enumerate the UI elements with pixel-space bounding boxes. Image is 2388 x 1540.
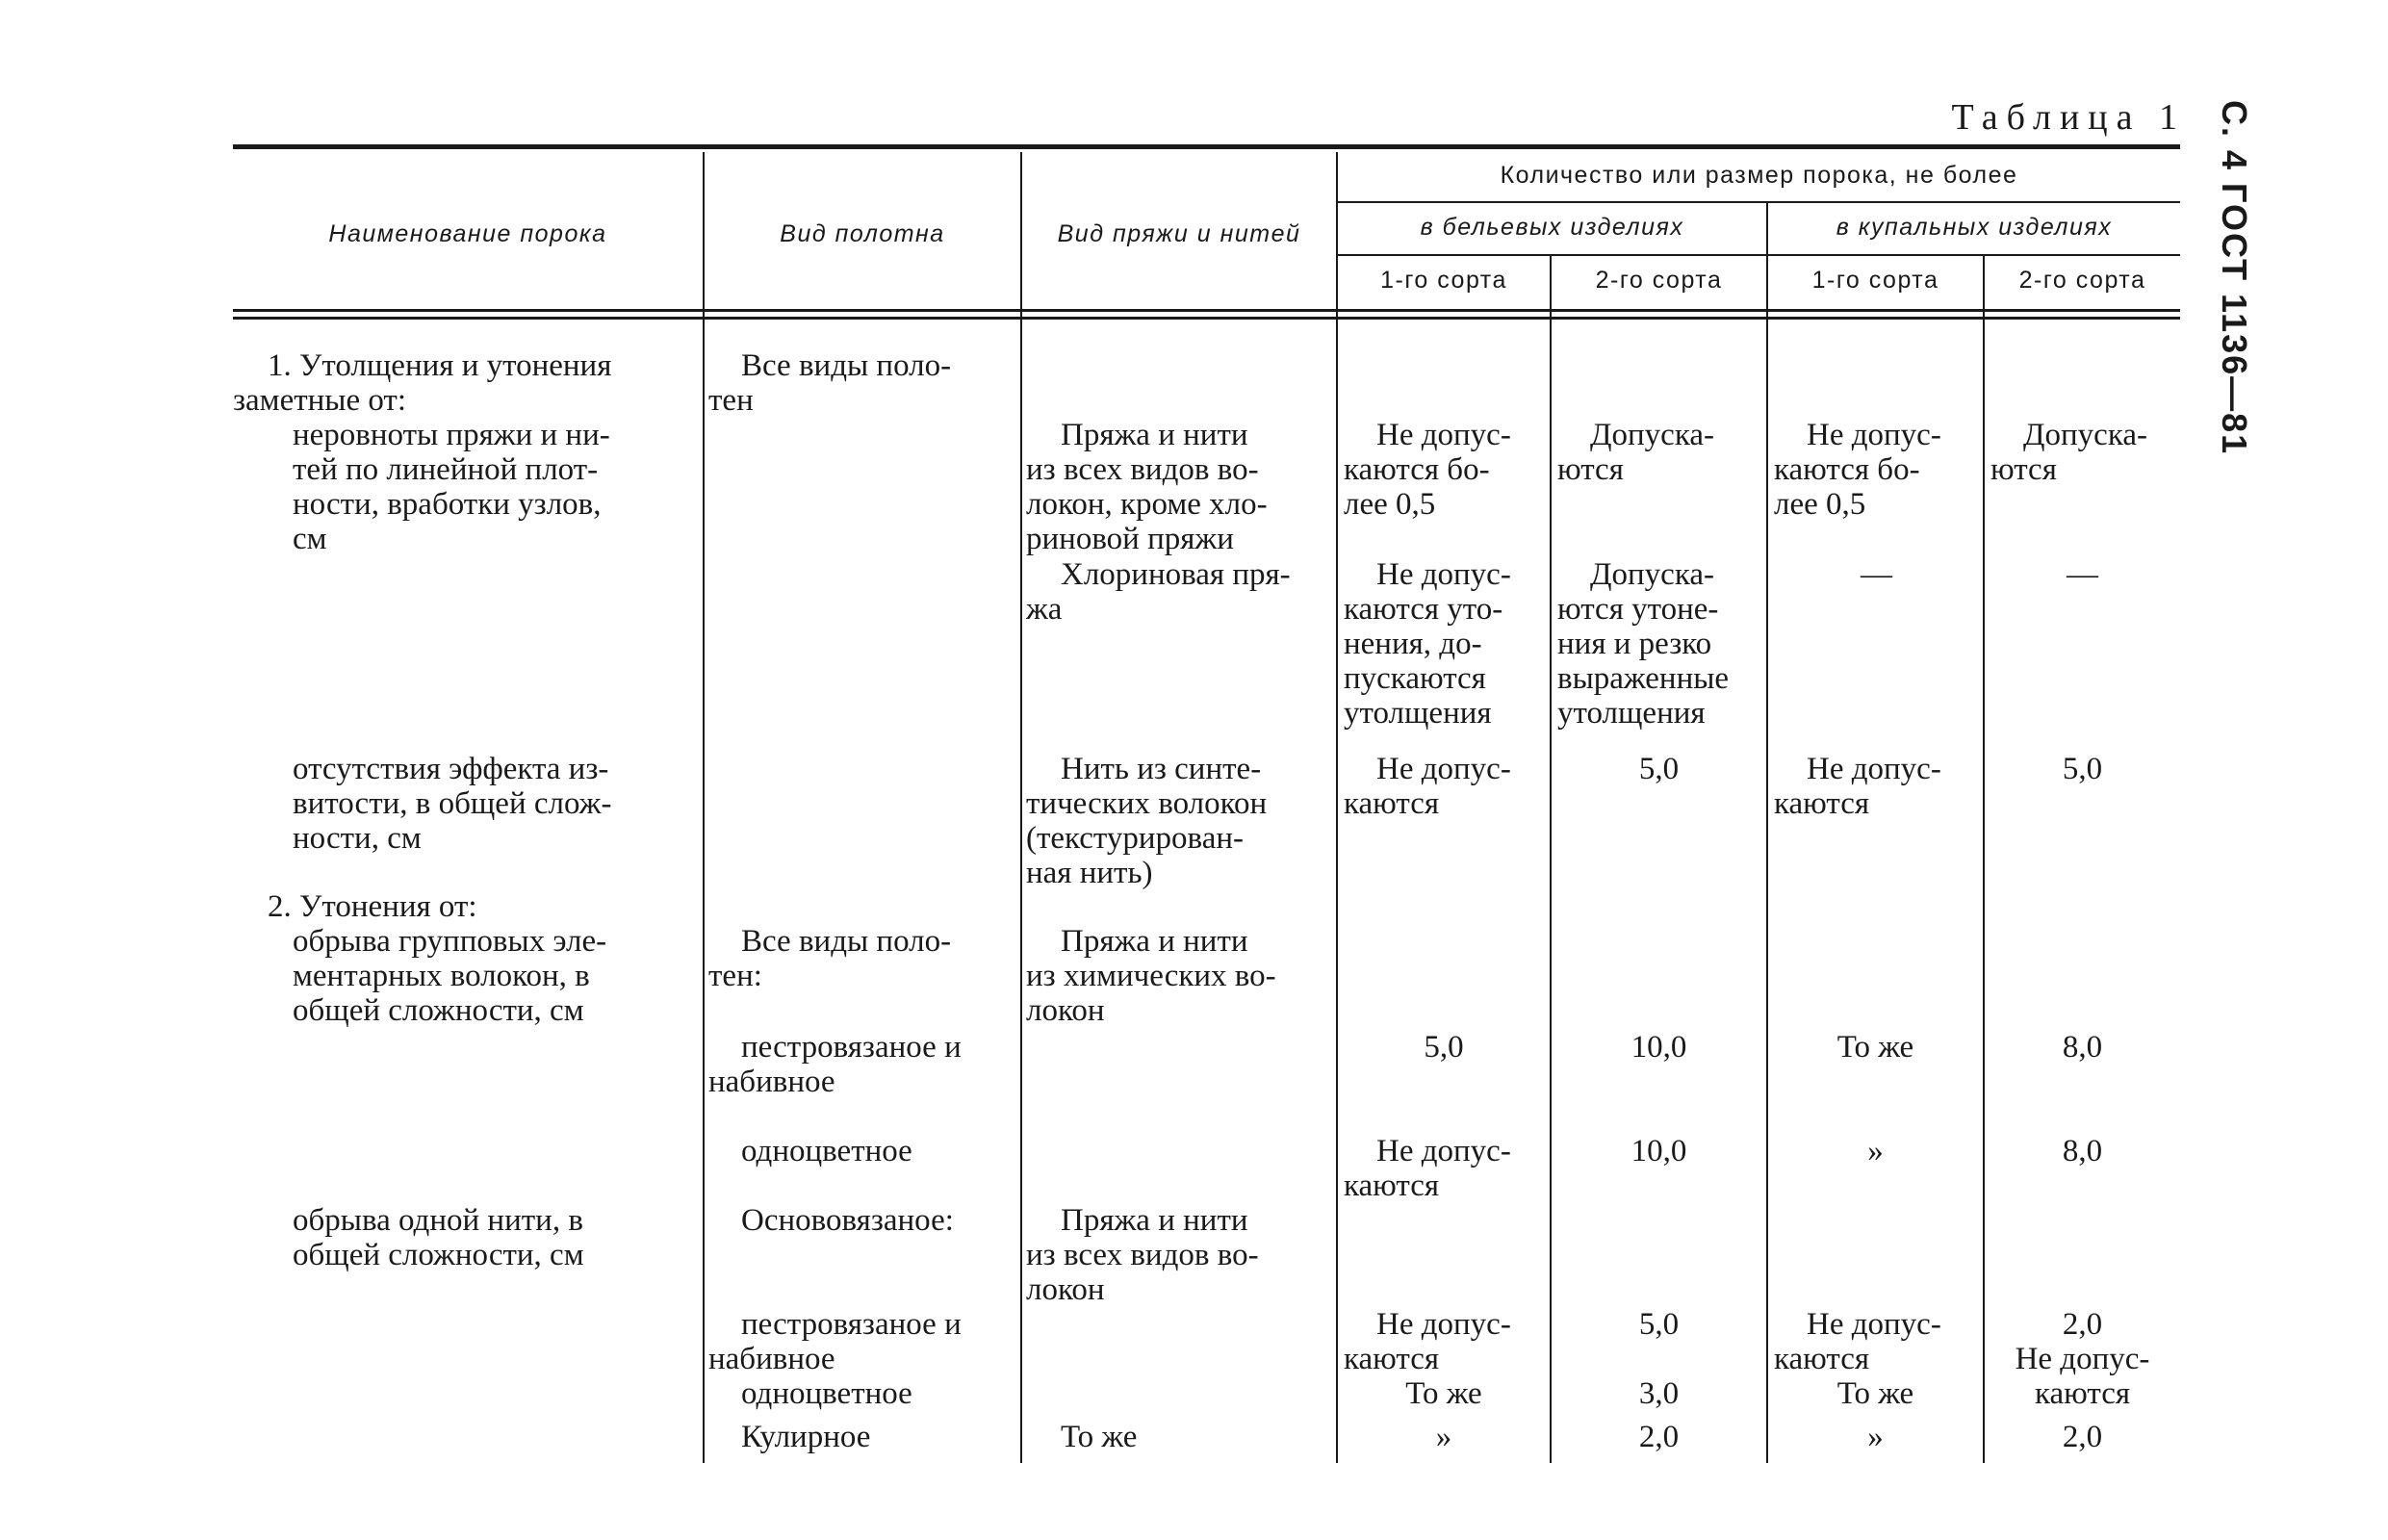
col-line-4 [1550,256,1552,1463]
row2a-defect-name: обрыва групповых эле- ментарных волокон, в общей сложности, см [293,924,607,1028]
row1a-swimwear-grade-1: Не допус- каются бо- лее 0,5 [1774,418,1941,522]
row2a2-swimwear-grade-2: 8,0 [2062,1134,2103,1168]
header-bottom-rule-2 [233,317,2180,320]
row2a-yarn: Пряжа и нити из химических во- локон [1026,924,1276,1028]
row2b2-underwear-grade-1: То же [1405,1376,1482,1411]
row2b2-fabric: одноцветное [741,1376,912,1411]
row2b1-underwear-grade-2: 5,0 [1638,1307,1680,1342]
row2-defect-name: 2. Утонения от: [268,889,477,924]
col-line-2 [1020,152,1022,1463]
row2a2-fabric: одноцветное [741,1134,912,1168]
row3-swimwear-grade-1: » [1867,1420,1884,1454]
row1a-underwear-grade-2: Допуска- ются [1557,418,1714,487]
row1c-underwear-grade-2: 5,0 [1638,752,1680,786]
row2b1-swimwear-grade-2: 2,0 Не допус- каются [2015,1307,2150,1411]
row2a1-fabric: пестровязаное и набивное [708,1030,962,1099]
row2a1-swimwear-grade-2: 8,0 [2062,1030,2103,1065]
col-line-5 [1766,203,1768,1463]
header-swimwear: в купальных изделиях [1836,214,2113,241]
header-defect-name: Наименование порока [328,220,607,247]
row2a1-underwear-grade-2: 10,0 [1631,1030,1687,1065]
row1a-swimwear-grade-2: Допуска- ются [1990,418,2147,487]
row1c-yarn: Нить из синте- тических волокон (текстурирован- ная нить) [1026,752,1268,890]
row1a-underwear-grade-1: Не допус- каются бо- лее 0,5 [1344,418,1511,522]
header-quantity: Количество или размер порока, не более [1500,162,2018,189]
quantity-divider [1338,201,2180,203]
row1b-underwear-grade-2: Допуска- ются утоне- ния и резко выраженные утолщения [1557,557,1730,731]
col-line-1 [703,152,705,1463]
row2b1-underwear-grade-1: Не допус- каются [1344,1307,1511,1376]
row3-swimwear-grade-2: 2,0 [2062,1420,2103,1454]
row2b-yarn: Пряжа и нити из всех видов во- локон [1026,1203,1259,1307]
row1b-swimwear-grade-2: — [2067,557,2098,592]
row3-underwear-grade-2: 2,0 [1638,1420,1680,1454]
row2b-defect-name: обрыва одной нити, в общей сложности, см [293,1203,584,1272]
row3-yarn: То же [1061,1420,1138,1454]
row2a2-underwear-grade-1: Не допус- каются [1344,1134,1511,1203]
product-divider [1338,254,2180,256]
col-line-6 [1983,256,1985,1463]
header-underwear-grade-2: 2-го сорта [1595,267,1723,294]
row2a2-swimwear-grade-1: » [1867,1134,1884,1168]
row2b1-swimwear-grade-1: Не допус- каются [1774,1307,1941,1376]
row1c-defect-name: отсутствия эффекта из- витости, в общей слож- ности, см [293,752,612,856]
row1-defect-name: 1. Утолщения и утонения заметные от: [233,348,612,418]
row2a2-underwear-grade-2: 10,0 [1631,1134,1687,1168]
header-fabric-type: Вид полотна [780,220,945,247]
header-underwear: в бельевых изделиях [1420,214,1684,241]
row1b-swimwear-grade-1: — [1861,557,1892,592]
row2a1-underwear-grade-1: 5,0 [1424,1030,1464,1065]
side-label: С. 4 ГОСТ 1136—81 [2215,100,2254,456]
row3-fabric: Кулирное [741,1420,871,1454]
row1c-swimwear-grade-2: 5,0 [2062,752,2103,786]
col-line-3 [1336,152,1338,1463]
row1b-underwear-grade-1: Не допус- каются уто- нения, до- пускаются утолщения [1344,557,1511,731]
row1c-swimwear-grade-1: Не допус- каются [1774,752,1941,821]
row2b2-underwear-grade-2: 3,0 [1638,1376,1680,1411]
row2a1-swimwear-grade-1: То же [1836,1030,1914,1065]
header-bottom-rule-1 [233,309,2180,312]
row1-fabric: Все виды поло- тен [708,348,952,418]
header-swimwear-grade-2: 2-го сорта [2018,267,2146,294]
row2a-fabric: Все виды поло- тен: [708,924,952,993]
row1c-underwear-grade-1: Не допус- каются [1344,752,1511,821]
row2b-fabric: Основовязаное: [741,1203,954,1238]
row3-underwear-grade-1: » [1435,1420,1452,1454]
table-label: Таблица 1 [1951,97,2186,138]
header-swimwear-grade-1: 1-го сорта [1811,267,1939,294]
row2b2-swimwear-grade-1: То же [1836,1376,1914,1411]
row2b1-fabric: пестровязаное и набивное [708,1307,962,1376]
top-rule [233,144,2180,149]
header-underwear-grade-1: 1-го сорта [1380,267,1507,294]
header-yarn-type: Вид пряжи и нитей [1057,220,1301,247]
row1a-yarn: Пряжа и нити из всех видов во- локон, кроме хло- риновой пряжи [1026,418,1268,556]
defects-table [233,144,2180,1463]
row1b-yarn: Хлориновая пря- жа [1026,557,1291,627]
row1a-defect-name: неровноты пряжи и ни- тей по линейной плот- ности, вработки узлов, см [293,418,610,556]
